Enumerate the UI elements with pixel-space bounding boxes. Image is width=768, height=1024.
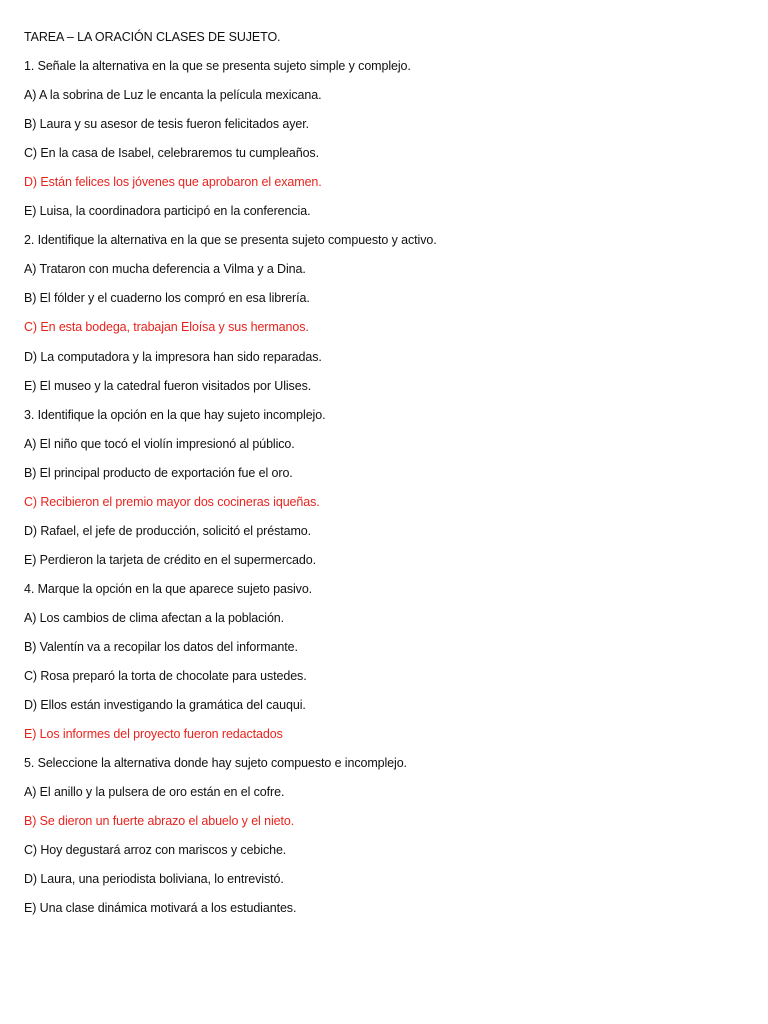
option-b: B) El principal producto de exportación fue el oro. [24, 465, 293, 480]
option-b: B) Valentín va a recopilar los datos del informante. [24, 639, 298, 654]
option-d-correct-answer: D) Están felices los jóvenes que aprobaron el examen. [24, 175, 322, 190]
option-b-correct-answer: B) Se dieron un fuerte abrazo el abuelo y el nieto. [24, 814, 295, 829]
option-c-correct-answer: C) En esta bodega, trabajan Eloísa y sus hermanos. [24, 320, 309, 335]
page-title: TAREA – LA ORACIÓN CLASES DE SUJETO. [24, 30, 281, 44]
option-d: D) La computadora y la impresora han sido reparadas. [24, 349, 322, 364]
document-page [24, 23, 744, 923]
option-a: A) A la sobrina de Luz le encanta la película mexicana. [24, 88, 322, 103]
option-c: C) En la casa de Isabel, celebraremos tu cumpleaños. [24, 146, 319, 161]
question-4 [24, 575, 744, 749]
option-d: D) Rafael, el jefe de producción, solicitó el préstamo. [24, 523, 312, 538]
option-c: C) Rosa preparó la torta de chocolate para ustedes. [24, 669, 307, 684]
option-b: B) Laura y su asesor de tesis fueron felicitados ayer. [24, 117, 310, 132]
option-e-correct-answer: E) Los informes del proyecto fueron redactados [24, 727, 283, 742]
option-a: A) El niño que tocó el violín impresionó al público. [24, 436, 295, 451]
option-e: E) El museo y la catedral fueron visitados por Ulises. [24, 378, 312, 393]
question-prompt: 4. Marque la opción en la que aparece sujeto pasivo. [24, 581, 313, 596]
option-e: E) Una clase dinámica motivará a los estudiantes. [24, 901, 297, 916]
option-d: D) Laura, una periodista boliviana, lo entrevistó. [24, 872, 284, 887]
option-c: C) Hoy degustará arroz con mariscos y cebiche. [24, 843, 287, 858]
option-a: A) Trataron con mucha deferencia a Vilma y a Dina. [24, 262, 306, 277]
question-prompt: 3. Identifique la opción en la que hay sujeto incomplejo. [24, 407, 326, 422]
question-5 [24, 749, 744, 923]
option-e: E) Luisa, la coordinadora participó en la conferencia. [24, 204, 311, 219]
question-1 [24, 52, 744, 226]
question-prompt: 1. Señale la alternativa en la que se presenta sujeto simple y complejo. [24, 59, 411, 74]
question-2 [24, 226, 744, 400]
option-e: E) Perdieron la tarjeta de crédito en el supermercado. [24, 552, 316, 567]
option-b: B) El fólder y el cuaderno los compró en esa librería. [24, 291, 310, 306]
option-a: A) Los cambios de clima afectan a la población. [24, 610, 285, 625]
option-a: A) El anillo y la pulsera de oro están en el cofre. [24, 785, 285, 800]
question-prompt: 2. Identifique la alternativa en la que se presenta sujeto compuesto y activo. [24, 233, 437, 248]
option-d: D) Ellos están investigando la gramática del cauqui. [24, 698, 306, 713]
question-prompt: 5. Seleccione la alternativa donde hay sujeto compuesto e incomplejo. [24, 756, 407, 771]
option-c-correct-answer: C) Recibieron el premio mayor dos cocineras iqueñas. [24, 494, 320, 509]
question-3 [24, 401, 744, 575]
